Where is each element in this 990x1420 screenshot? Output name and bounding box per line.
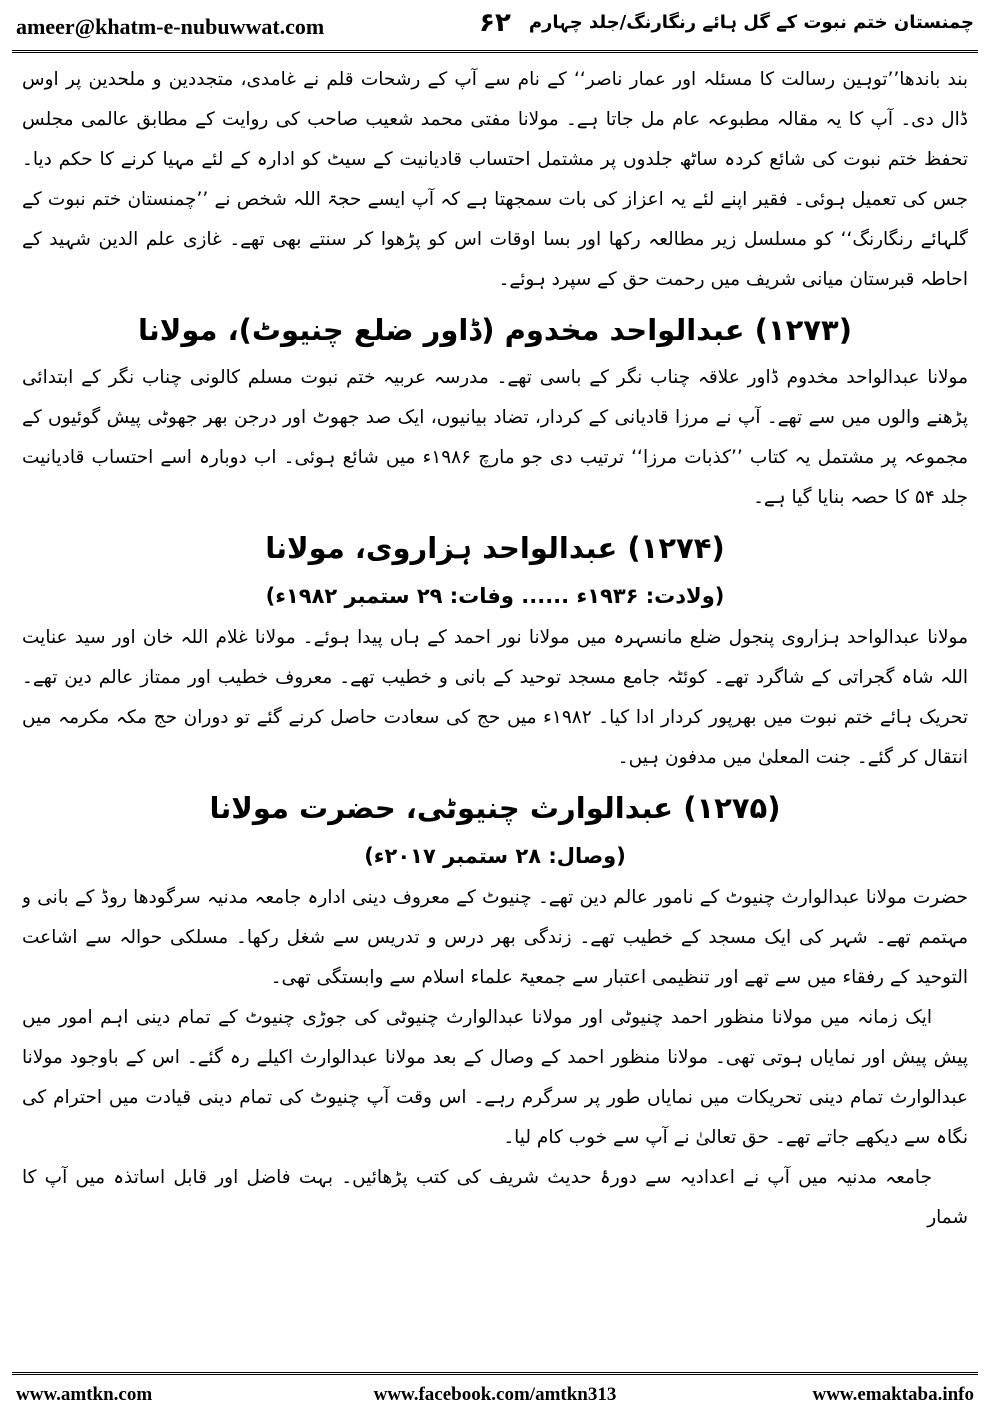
entry-heading: (۱۲۷۳) عبدالواحد مخدوم (ڈاور ضلع چنیوٹ)، مولانا [138,313,852,347]
entry-paragraph: مولانا عبدالواحد مخدوم ڈاور علاقہ چناب نگر کے باسی تھے۔ مدرسہ عربیہ ختم نبوت مسلم کالونی چناب نگر کے ابتدائی پڑھنے والوں میں سے تھے۔ آپ نے مرزا قادیانی کے کردار، تضاد بیانیوں، ایک صد جھوٹ اور درجن بھر جھوٹی پیش گوئیوں کے مجموعہ پر مشتمل یہ کتاب ’’کذبات مرزا‘‘ ترتیب دی جو مارچ ۱۹۸۶ء میں شائع ہوئی۔ اب دوبارہ اسے احتساب قادیانیت جلد ۵۴ کا حصہ بنایا گیا ہے۔ [22,367,968,508]
entry-heading: (۱۲۷۵) عبدالوارث چنیوٹی، حضرت مولانا [209,791,781,825]
footer-divider [12,1372,978,1375]
entry-paragraph: حضرت مولانا عبدالوارث چنیوٹ کے نامور عالم دین تھے۔ چنیوٹ کے معروف دینی ادارہ جامعہ مدنیہ سرگودھا روڈ کے بانی و مہتمم تھے۔ شہر کی ایک مسجد کے خطیب تھے۔ زندگی بھر درس و تدریس سے شغل رکھا۔ مسلکی حوالہ سے اشاعت التوحید کے رفقاء میں سے تھے اور تنظیمی اعتبار سے جمعیۃ علماء اسلام سے وابستگی تھی۔ [22,887,968,988]
entry-1274 [22,524,968,778]
footer-link-emaktaba[interactable]: www.emaktaba.info [812,1384,974,1405]
entry-dates: (ولادت: ۱۹۳۶ء ...... وفات: ۲۹ ستمبر ۱۹۸۲ء) [265,584,725,608]
entry-dates: (وصال: ۲۸ ستمبر ۲۰۱۷ء) [364,844,626,868]
header-divider [12,50,978,53]
entry-1273 [22,306,968,518]
footer-link-amtkn[interactable]: www.amtkn.com [16,1384,153,1405]
page-footer [12,1380,978,1414]
page-header [12,0,978,54]
entry-paragraph: مولانا عبدالواحد ہزاروی پنجول ضلع مانسہرہ میں مولانا نور احمد کے ہاں پیدا ہوئے۔ مولانا غلام اللہ خان اور سید عنایت اللہ شاہ گجراتی کے شاگرد تھے۔ کوئٹہ جامع مسجد توحید کے بانی و خطیب تھے۔ معروف خطیب اور ممتاز عالم دین تھے۔ تحریک ہائے ختم نبوت میں بھرپور کردار ادا کیا۔ ۱۹۸۲ء میں حج کی سعادت حاصل کرنے گئے تو دوران حج مکہ مکرمہ میں انتقال کر گئے۔ جنت المعلیٰ میں مدفون ہیں۔ [22,627,968,768]
entry-heading: (۱۲۷۴) عبدالواحد ہزاروی، مولانا [265,531,725,565]
intro-paragraph: بند باندھا’’توہین رسالت کا مسئلہ اور عمار ناصر‘‘ کے نام سے آپ کے رشحات قلم نے غامدی، متجددین و ملحدین پر اوس ڈال دی۔ آپ کا یہ مقالہ مطبوعہ عام مل جاتا ہے۔ مولانا مفتی محمد شعیب صاحب کی روایت کے مطابق عالمی مجلس تحفظ ختم نبوت کی شائع کردہ ساٹھ جلدوں پر مشتمل احتساب قادیانیت کے سیٹ کو ادارہ کے لئے مہیا کرنے کا حکم دیا۔ جس کی تعمیل ہوئی۔ فقیر اپنے لئے یہ اعزاز کی بات سمجھتا ہے کہ آپ ایسے حجۃ اللہ شخص نے ’’چمنستان ختم نبوت کے گلہائے رنگارنگ‘‘ کو مسلسل زیر مطالعہ رکھا اور بسا اوقات اس کو پڑھوا کر سنتے بھی تھے۔ غازی علم الدین شہید کے احاطہ قبرستان میانی شریف میں رحمت حق کے سپرد ہوئے۔ [22,69,968,290]
entry-1275 [22,784,968,1238]
entry-paragraph: جامعہ مدنیہ میں آپ نے اعدادیہ سے دورۂ حدیث شریف کی کتب پڑھائیں۔ بہت فاضل اور قابل اساتذہ میں آپ کا شمار [22,1167,968,1228]
page-number: ۶۲ [479,8,511,38]
page-body [22,60,968,1360]
header-email: ameer@khatm-e-nubuwwat.com [16,14,325,39]
footer-link-facebook[interactable]: www.facebook.com/amtkn313 [373,1384,617,1405]
book-title: چمنستان ختم نبوت کے گل ہائے رنگارنگ/جلد چہارم [528,12,974,33]
entry-paragraph: ایک زمانہ میں مولانا منظور احمد چنیوٹی اور مولانا عبدالوارث چنیوٹی کی جوڑی چنیوٹ کے تمام دینی اہم امور میں پیش پیش اور نمایاں ہوتی تھی۔ مولانا منظور احمد کے وصال کے بعد مولانا عبدالوارث اکیلے رہ گئے۔ اس کے باوجود مولانا عبدالوارث تمام دینی تحریکات میں نمایاں طور پر سرگرم رہے۔ اس وقت آپ چنیوٹ کی تمام دینی قیادت میں احترام کی نگاہ سے دیکھے جاتے تھے۔ حق تعالیٰ نے آپ سے خوب کام لیا۔ [22,1007,968,1148]
